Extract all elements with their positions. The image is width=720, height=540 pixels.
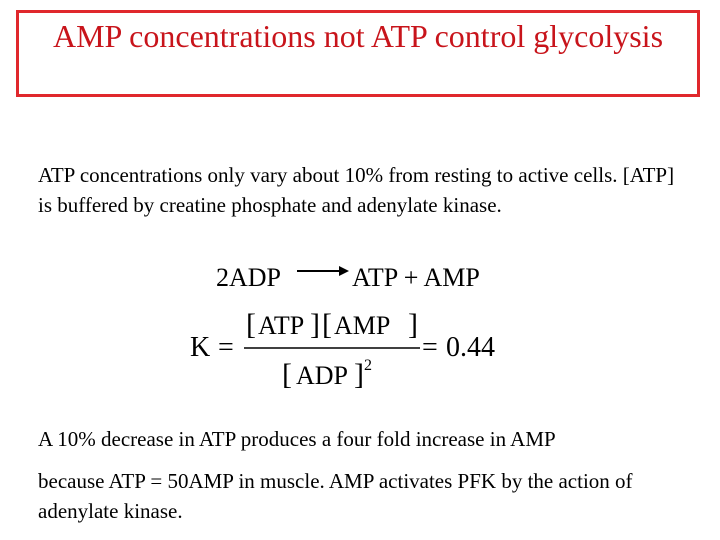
equation-equals-sign: = bbox=[218, 332, 234, 363]
equation-value: 0.44 bbox=[446, 332, 495, 363]
paragraph-atp-buffering: ATP concentrations only vary about 10% from resting to active cells. [ATP] is buffered by creatine phosphate and adenylate kinase. bbox=[38, 163, 675, 217]
reaction-products: ATP + AMP bbox=[352, 263, 480, 292]
equation-equals-sign: = bbox=[422, 332, 438, 363]
reaction-reactant: 2ADP bbox=[216, 263, 282, 292]
equation-constant: K bbox=[190, 332, 211, 363]
equilibrium-equation bbox=[188, 300, 518, 400]
bracket-open: [ bbox=[282, 358, 292, 391]
bracket-open: [ bbox=[322, 308, 332, 341]
equation-numerator-atp: ATP bbox=[258, 311, 305, 340]
slide-title: AMP concentrations not ATP control glycolysis bbox=[52, 18, 664, 54]
reaction-arrow-icon bbox=[295, 262, 351, 286]
bracket-close: ] bbox=[354, 358, 364, 391]
paragraph-pfk-activation: because ATP = 50AMP in muscle. AMP activates PFK by the action of adenylate kinase. bbox=[38, 469, 633, 523]
equation-numerator-amp: AMP bbox=[334, 311, 391, 340]
equation-exponent: 2 bbox=[364, 357, 372, 374]
bracket-close: ] bbox=[408, 308, 418, 341]
bracket-close: ] bbox=[310, 308, 320, 341]
equation-denominator-adp: ADP bbox=[296, 361, 349, 390]
paragraph-amp-increase: A 10% decrease in ATP produces a four fold increase in AMP bbox=[38, 427, 556, 451]
bracket-open: [ bbox=[246, 308, 256, 341]
